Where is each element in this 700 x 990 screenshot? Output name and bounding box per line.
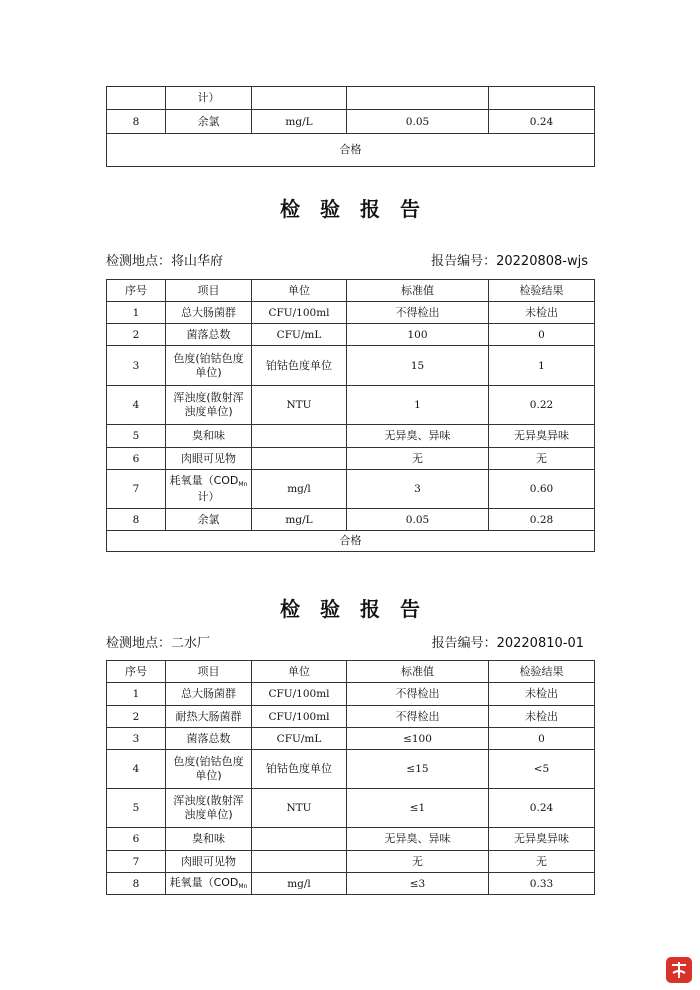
unit-cell bbox=[252, 87, 347, 110]
std-cell: ≤3 bbox=[347, 873, 489, 895]
table-row bbox=[107, 873, 595, 895]
std-cell: 100 bbox=[347, 324, 489, 346]
item-cell: 肉眼可见物 bbox=[166, 851, 252, 873]
std-cell: ≤100 bbox=[347, 728, 489, 750]
result-cell: 未检出 bbox=[489, 683, 595, 706]
number-value: 20220808-wjs bbox=[496, 254, 588, 269]
seq-cell bbox=[107, 87, 166, 110]
table-row bbox=[107, 448, 595, 470]
table-row bbox=[107, 683, 595, 706]
unit-cell: mg/l bbox=[252, 470, 347, 509]
unit-cell: CFU/100ml bbox=[252, 683, 347, 706]
result-cell: <5 bbox=[489, 750, 595, 789]
unit-cell: mg/l bbox=[252, 873, 347, 895]
header-item: 项目 bbox=[166, 280, 252, 302]
unit-cell: CFU/mL bbox=[252, 324, 347, 346]
std-cell: 3 bbox=[347, 470, 489, 509]
result-cell: 0.60 bbox=[489, 470, 595, 509]
item-cell: 总大肠菌群 bbox=[166, 302, 252, 324]
std-cell: 0.05 bbox=[347, 509, 489, 531]
seq-cell: 3 bbox=[107, 728, 166, 750]
header-std: 标准值 bbox=[347, 661, 489, 683]
seq-cell: 6 bbox=[107, 828, 166, 851]
seq-cell: 8 bbox=[107, 509, 166, 531]
std-cell: 15 bbox=[347, 346, 489, 386]
result-cell: 0.24 bbox=[489, 110, 595, 134]
seq-cell: 3 bbox=[107, 346, 166, 386]
result-cell: 1 bbox=[489, 346, 595, 386]
unit-cell bbox=[252, 851, 347, 873]
table-row bbox=[107, 87, 595, 110]
item-cell bbox=[166, 470, 252, 509]
item-subscript: Mn bbox=[238, 481, 248, 488]
location-label: 检测地点： bbox=[106, 254, 172, 269]
result-cell: 0 bbox=[489, 324, 595, 346]
std-cell: 0.05 bbox=[347, 110, 489, 134]
seq-cell: 8 bbox=[107, 110, 166, 134]
item-cell: 菌落总数 bbox=[166, 324, 252, 346]
location-value: 二水厂 bbox=[171, 636, 211, 651]
header-seq: 序号 bbox=[107, 280, 166, 302]
table-row bbox=[107, 425, 595, 448]
report2-table bbox=[106, 660, 595, 895]
header-unit: 单位 bbox=[252, 661, 347, 683]
item-cell: 菌落总数 bbox=[166, 728, 252, 750]
seq-cell: 1 bbox=[107, 683, 166, 706]
item-text-cont: 计） bbox=[197, 490, 220, 503]
header-std: 标准值 bbox=[347, 280, 489, 302]
result-cell: 未检出 bbox=[489, 302, 595, 324]
number-label: 报告编号： bbox=[431, 636, 497, 651]
unit-cell: CFU/100ml bbox=[252, 302, 347, 324]
std-cell: 无异臭、异味 bbox=[347, 828, 489, 851]
unit-cell: 铂钴色度单位 bbox=[252, 750, 347, 789]
unit-cell: NTU bbox=[252, 386, 347, 425]
header-result: 检验结果 bbox=[489, 280, 595, 302]
item-cell: 色度(铂钴色度单位) bbox=[166, 346, 252, 386]
seq-cell: 8 bbox=[107, 873, 166, 895]
item-cell: 浑浊度(散射浑浊度单位) bbox=[166, 789, 252, 828]
result-cell: 0.24 bbox=[489, 789, 595, 828]
header-seq: 序号 bbox=[107, 661, 166, 683]
number-value: 20220810-01 bbox=[496, 636, 584, 651]
header-item: 项目 bbox=[166, 661, 252, 683]
top-partial-table bbox=[106, 86, 595, 167]
result-cell: 0 bbox=[489, 728, 595, 750]
table-row bbox=[107, 750, 595, 789]
verdict-cell: 合格 bbox=[107, 134, 595, 167]
item-cell: 臭和味 bbox=[166, 828, 252, 851]
unit-cell bbox=[252, 448, 347, 470]
std-cell: ≤1 bbox=[347, 789, 489, 828]
seq-cell: 5 bbox=[107, 425, 166, 448]
item-cell: 总大肠菌群 bbox=[166, 683, 252, 706]
report-title: 检验报告 bbox=[280, 197, 440, 221]
result-cell: 无 bbox=[489, 448, 595, 470]
watermark-seal-icon bbox=[664, 955, 694, 985]
table-row bbox=[107, 851, 595, 873]
result-cell: 未检出 bbox=[489, 706, 595, 728]
seq-cell: 5 bbox=[107, 789, 166, 828]
table-row bbox=[107, 346, 595, 386]
result-cell bbox=[489, 87, 595, 110]
table-row bbox=[107, 789, 595, 828]
location-label: 检测地点： bbox=[106, 636, 172, 651]
std-cell bbox=[347, 87, 489, 110]
std-cell: 无 bbox=[347, 851, 489, 873]
report-number bbox=[432, 632, 584, 651]
item-cell: 耐热大肠菌群 bbox=[166, 706, 252, 728]
report1-table bbox=[106, 279, 595, 552]
seq-cell: 4 bbox=[107, 750, 166, 789]
std-cell: 1 bbox=[347, 386, 489, 425]
seq-cell: 7 bbox=[107, 851, 166, 873]
table-row bbox=[107, 324, 595, 346]
seq-cell: 4 bbox=[107, 386, 166, 425]
result-cell: 0.33 bbox=[489, 873, 595, 895]
std-cell: 无异臭、异味 bbox=[347, 425, 489, 448]
header-result: 检验结果 bbox=[489, 661, 595, 683]
table-row bbox=[107, 302, 595, 324]
seq-cell: 7 bbox=[107, 470, 166, 509]
unit-cell: mg/L bbox=[252, 110, 347, 134]
result-cell: 无异臭异味 bbox=[489, 828, 595, 851]
seq-cell: 2 bbox=[107, 706, 166, 728]
item-cell: 余氯 bbox=[166, 110, 252, 134]
report-location bbox=[106, 250, 223, 269]
std-cell: 不得检出 bbox=[347, 302, 489, 324]
unit-cell bbox=[252, 828, 347, 851]
table-row bbox=[107, 828, 595, 851]
result-cell: 无 bbox=[489, 851, 595, 873]
item-cell: 色度(铂钴色度单位) bbox=[166, 750, 252, 789]
std-cell: ≤15 bbox=[347, 750, 489, 789]
table-row bbox=[107, 110, 595, 134]
seq-cell: 6 bbox=[107, 448, 166, 470]
table-row bbox=[107, 706, 595, 728]
item-text: 耗氧量（COD bbox=[169, 875, 239, 889]
report-location bbox=[106, 632, 210, 651]
report-title: 检验报告 bbox=[280, 597, 440, 621]
number-label: 报告编号： bbox=[431, 254, 497, 269]
report-number bbox=[431, 250, 588, 269]
result-cell: 0.22 bbox=[489, 386, 595, 425]
item-cell bbox=[166, 873, 252, 895]
item-cell: 余氯 bbox=[166, 509, 252, 531]
item-cell: 计） bbox=[166, 87, 252, 110]
std-cell: 不得检出 bbox=[347, 706, 489, 728]
unit-cell: CFU/mL bbox=[252, 728, 347, 750]
verdict-row bbox=[107, 531, 595, 552]
item-cell: 浑浊度(散射浑浊度单位) bbox=[166, 386, 252, 425]
table-row bbox=[107, 386, 595, 425]
result-cell: 无异臭异味 bbox=[489, 425, 595, 448]
table-row bbox=[107, 509, 595, 531]
unit-cell: 铂钴色度单位 bbox=[252, 346, 347, 386]
unit-cell: mg/L bbox=[252, 509, 347, 531]
item-cell: 肉眼可见物 bbox=[166, 448, 252, 470]
header-row bbox=[107, 280, 595, 302]
table-row bbox=[107, 470, 595, 509]
header-unit: 单位 bbox=[252, 280, 347, 302]
item-cell: 臭和味 bbox=[166, 425, 252, 448]
seq-cell: 2 bbox=[107, 324, 166, 346]
item-text: 耗氧量（COD bbox=[169, 474, 239, 487]
std-cell: 不得检出 bbox=[347, 683, 489, 706]
unit-cell: CFU/100ml bbox=[252, 706, 347, 728]
header-row bbox=[107, 661, 595, 683]
result-cell: 0.28 bbox=[489, 509, 595, 531]
unit-cell: NTU bbox=[252, 789, 347, 828]
seq-cell: 1 bbox=[107, 302, 166, 324]
verdict-row bbox=[107, 134, 595, 167]
item-subscript: Mn bbox=[238, 882, 248, 890]
std-cell: 无 bbox=[347, 448, 489, 470]
verdict-cell: 合格 bbox=[107, 531, 595, 552]
unit-cell bbox=[252, 425, 347, 448]
table-row bbox=[107, 728, 595, 750]
location-value: 将山华府 bbox=[171, 254, 224, 269]
